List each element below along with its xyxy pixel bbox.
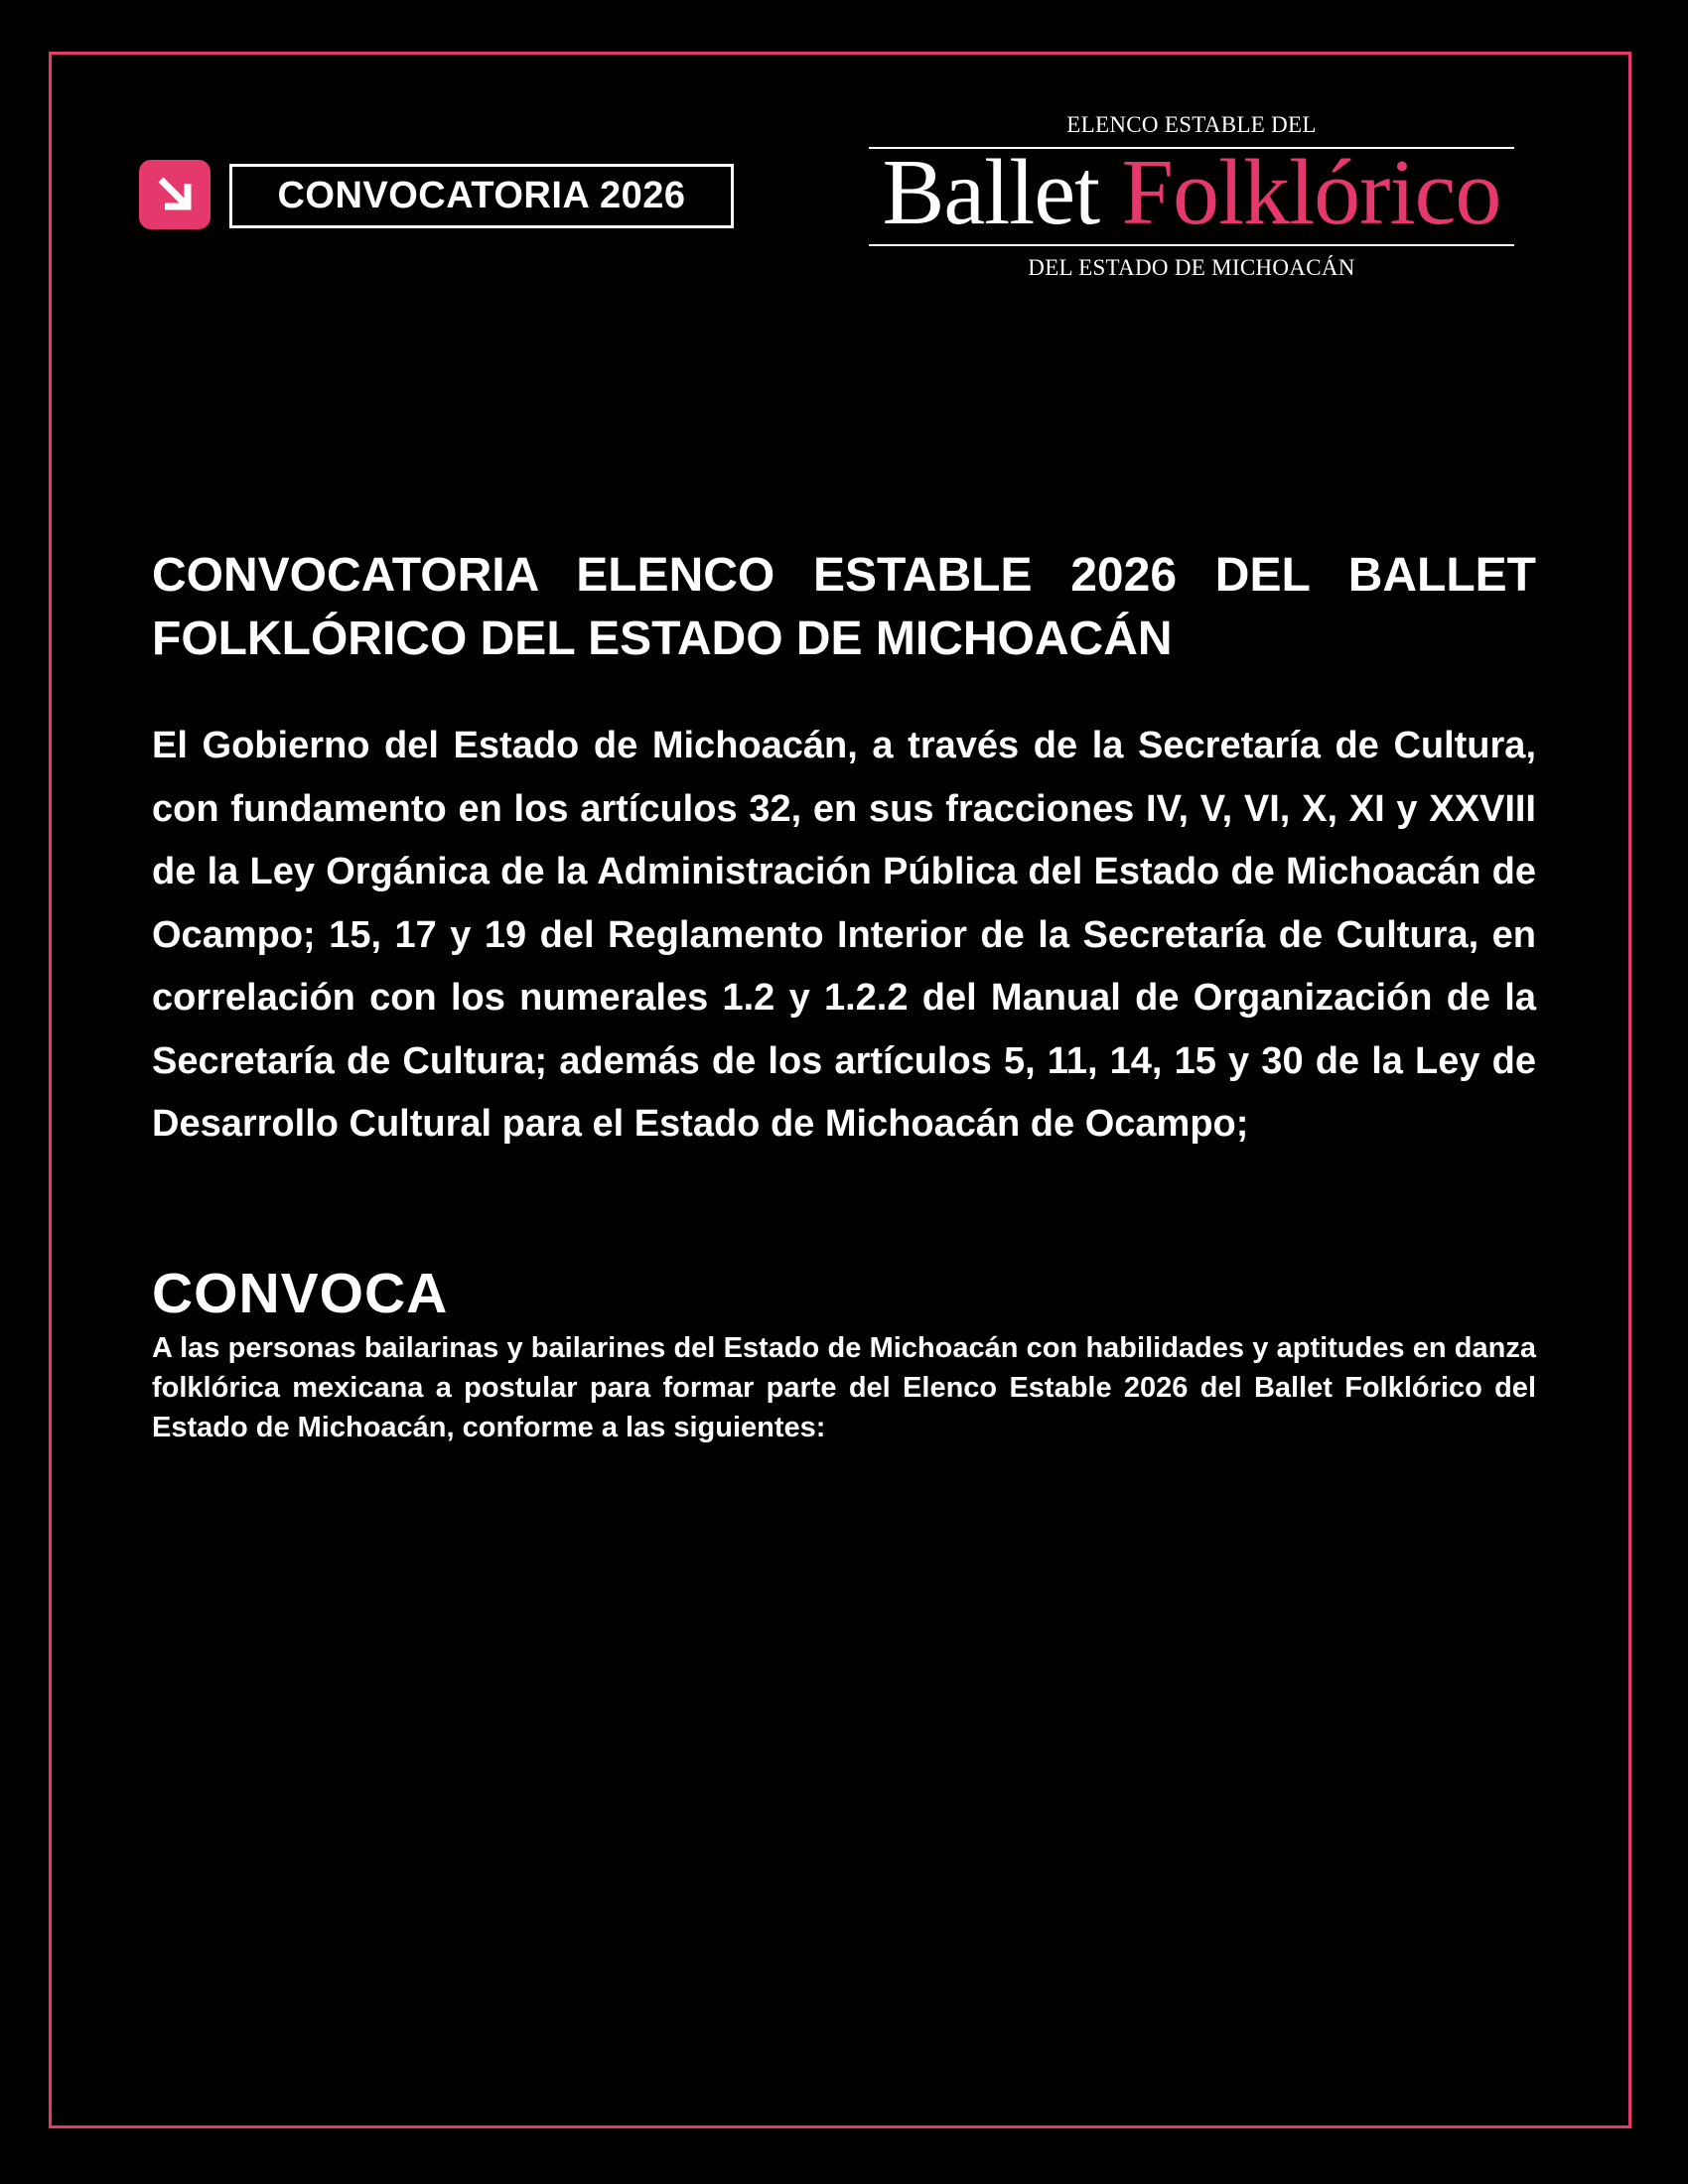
logo-bottom-rule	[869, 244, 1514, 246]
logo-main-white: Ballet	[882, 141, 1100, 244]
logo-main-pink: Folklórico	[1121, 141, 1501, 244]
logo-main-text	[869, 141, 1514, 244]
convocatoria-tag: CONVOCATORIA 2026	[229, 164, 734, 228]
convoca-heading: CONVOCA	[152, 1262, 449, 1325]
logo-bottom-text: DEL ESTADO DE MICHOACÁN	[1028, 255, 1355, 280]
intro-paragraph: El Gobierno del Estado de Michoacán, a través de la Secretaría de Cultura, con fundamento en los artículos 32, en sus fracciones IV, V, VI, X, XI y XXVIII de la Ley Orgánica de la Administración Pública del Estado de Michoacán de Ocampo; 15, 17 y 19 del Reglamento Interior de la Secretaría de Cultura, en correlación con los numerales 1.2 y 1.2.2 del Manual de Organización de la Secretaría de Cultura; además de los artículos 5, 11, 14, 15 y 30 de la Ley de Desarrollo Cultural para el Estado de Michoacán de Ocampo;	[152, 725, 1536, 1145]
document-title: CONVOCATORIA ELENCO ESTABLE 2026 DEL BALLET FOLKLÓRICO DEL ESTADO DE MICHOACÁN	[152, 549, 1536, 665]
arrow-down-right-icon	[139, 160, 211, 229]
ballet-folklorico-logo	[869, 111, 1514, 282]
logo-top-text: ELENCO ESTABLE DEL	[1066, 112, 1317, 137]
convoca-paragraph: A las personas bailarinas y bailarines del Estado de Michoacán con habilidades y aptitudes en danza folklórica mexicana a postular para formar parte del Elenco Estable 2026 del Ballet Folklórico del Estado de Michoacán, conforme a las siguientes:	[152, 1332, 1536, 1443]
